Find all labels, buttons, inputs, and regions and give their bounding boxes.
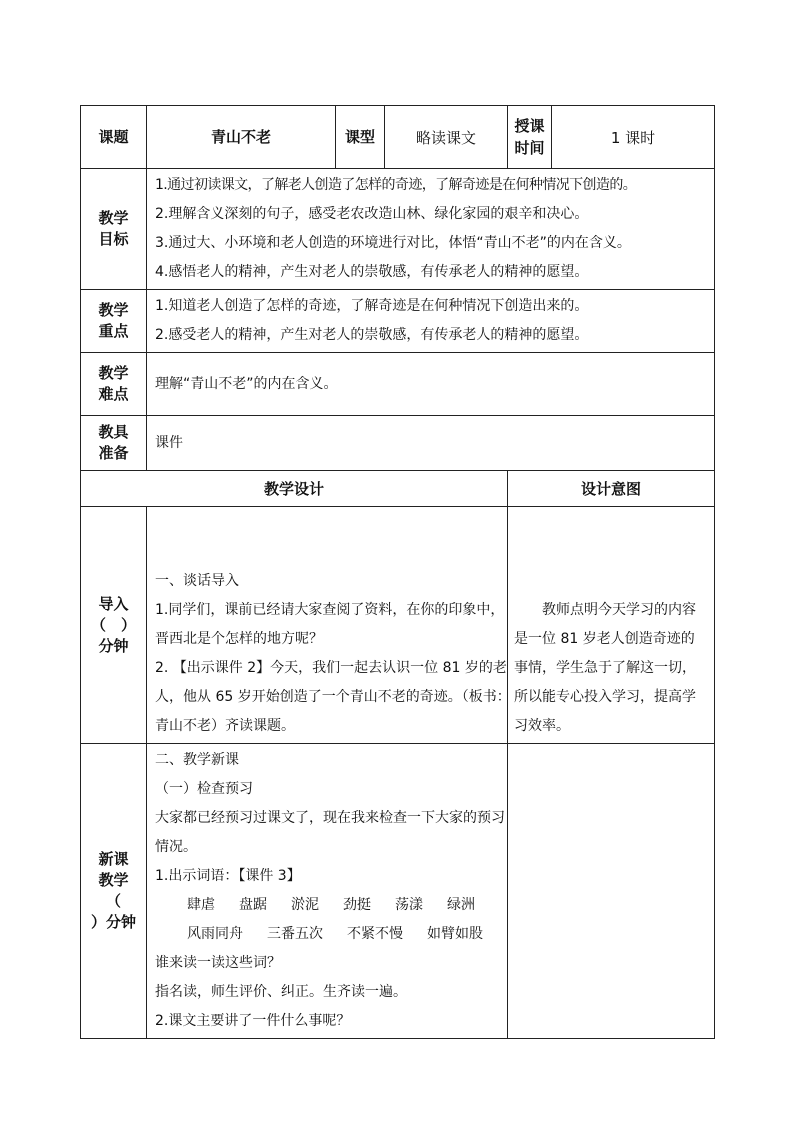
vocab-word: 肆虐: [187, 897, 215, 913]
intro-line: 2. 【出示课件 2】今天，我们一起去认识一位 81 岁的老: [155, 660, 507, 676]
goals-label: [81, 169, 147, 290]
key-points-row: [81, 290, 715, 353]
tools-label-line1: 教具: [98, 423, 129, 441]
vocab-word: 盘踞: [239, 897, 267, 913]
vocab-word: 劲挺: [343, 897, 371, 913]
new-lesson-label-line2: 教学: [98, 871, 129, 889]
difficulty-row: [81, 353, 715, 416]
lesson-line: 2.课文主要讲了一件什么事呢？: [155, 1013, 351, 1029]
vocab-word: 风雨同舟: [187, 926, 243, 942]
difficulty-label: [81, 353, 147, 416]
vocab-word: 不紧不慢: [347, 926, 403, 942]
design-header: 教学设计: [81, 471, 508, 507]
lesson-plan-table: [80, 105, 715, 1039]
time-label-line1: 授课: [514, 117, 545, 135]
new-lesson-label: [81, 744, 147, 1039]
vocab-word: 绿洲: [447, 897, 475, 913]
new-lesson-label-line1: 新课: [98, 850, 129, 868]
new-lesson-label-line3: （: [105, 892, 121, 910]
topic-value: 青山不老: [147, 106, 336, 169]
lesson-line: 情况。: [155, 839, 197, 855]
time-label-line2: 时间: [514, 139, 545, 157]
intro-line: 1.同学们，课前已经请大家查阅了资料，在你的印象中，: [155, 602, 505, 618]
key-points-content: [147, 290, 715, 353]
vocab-word: 荡漾: [395, 897, 423, 913]
goal-item: 3.通过大、小环境和老人创造的环境进行对比，体悟“青山不老”的内在含义。: [155, 235, 631, 251]
goal-item: 1.通过初读课文，了解老人创造了怎样的奇迹，了解奇迹是在何种情况下创造的。: [155, 177, 637, 193]
key-point-item: 1.知道老人创造了怎样的奇迹，了解奇迹是在何种情况下创造出来的。: [155, 298, 589, 314]
new-lesson-label-line4: ）分钟: [90, 913, 136, 931]
intro-line: 人，他从 65 岁开始创造了一个青山不老的奇迹。（板书：: [155, 689, 511, 705]
key-points-label: [81, 290, 147, 353]
vocab-word: 如臂如股: [427, 926, 483, 942]
time-label: [508, 106, 552, 169]
new-lesson-intent: [508, 744, 715, 1039]
intro-intent: 教师点明今天学习的内容是一位 81 岁老人创造奇迹的事情，学生急于了解这一切，所以能专心投入学习，提高学习效率。: [508, 507, 715, 744]
intro-line: 一、谈话导入: [155, 573, 239, 589]
lesson-line: 1.出示词语：【课件 3】: [155, 868, 301, 884]
intro-label: [81, 507, 147, 744]
intent-header: 设计意图: [508, 471, 715, 507]
key-points-label-line2: 重点: [98, 322, 129, 340]
new-lesson-content: [147, 744, 508, 1039]
vocab-word: 淤泥: [291, 897, 319, 913]
new-lesson-row: [81, 744, 715, 1039]
key-point-item: 2.感受老人的精神，产生对老人的崇敬感，有传承老人的精神的愿望。: [155, 327, 589, 343]
difficulty-label-line1: 教学: [98, 364, 129, 382]
intro-line: 晋西北是个怎样的地方呢？: [155, 631, 323, 647]
goals-label-line1: 教学: [98, 209, 129, 227]
intro-content: [147, 507, 511, 744]
vocab-word: 三番五次: [267, 926, 323, 942]
word-row-2: [155, 920, 501, 949]
tools-row: [81, 416, 715, 471]
goal-item: 2.理解含义深刻的句子，感受老农改造山林、绿化家园的艰辛和决心。: [155, 206, 589, 222]
intro-label-line2: （ ）: [90, 615, 136, 634]
key-points-label-line1: 教学: [98, 301, 129, 319]
goals-content: [147, 169, 715, 290]
topic-label: 课题: [81, 106, 147, 169]
intro-row: [81, 507, 715, 744]
goal-item: 4.感悟老人的精神，产生对老人的崇敬感，有传承老人的精神的愿望。: [155, 264, 589, 280]
word-row-1: [155, 891, 501, 920]
type-label: 课型: [336, 106, 385, 169]
design-header-row: [81, 471, 715, 507]
lesson-line: 指名读，师生评价、纠正。生齐读一遍。: [155, 984, 407, 1000]
time-value: 1 课时: [552, 106, 715, 169]
goals-label-line2: 目标: [98, 230, 129, 248]
type-value: 略读课文: [385, 106, 508, 169]
lesson-line: 大家都已经预习过课文了，现在我来检查一下大家的预习: [155, 810, 505, 826]
intro-line: 青山不老）齐读课题。: [155, 718, 295, 734]
lesson-line: 谁来读一读这些词？: [155, 955, 281, 971]
lesson-line: （一）检查预习: [155, 781, 253, 797]
goals-row: [81, 169, 715, 290]
header-row: [81, 106, 715, 169]
intro-label-line1: 导入: [98, 594, 129, 613]
difficulty-label-line2: 难点: [98, 385, 129, 403]
tools-label: [81, 416, 147, 471]
tools-label-line2: 准备: [98, 444, 129, 462]
intro-label-line3: 分钟: [98, 636, 129, 655]
lesson-line: 二、教学新课: [155, 752, 239, 768]
tools-content: 课件: [147, 416, 715, 471]
difficulty-content: 理解“青山不老”的内在含义。: [147, 353, 715, 416]
